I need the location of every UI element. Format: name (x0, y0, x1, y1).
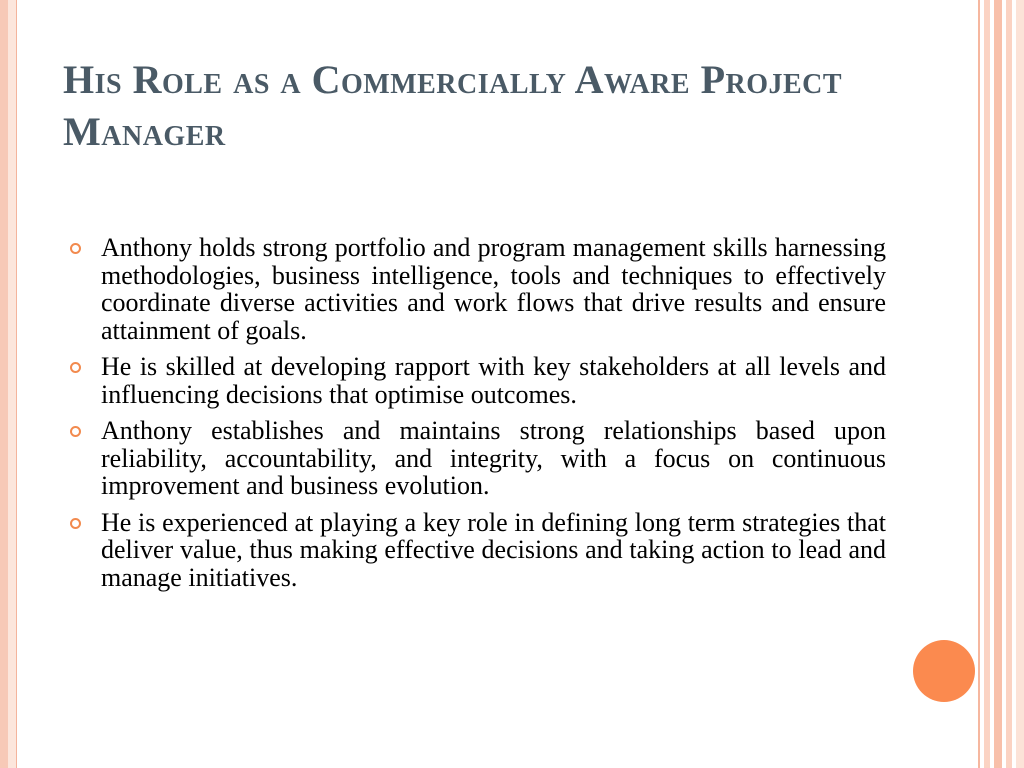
right-stripe (984, 0, 990, 768)
slide-title: His Role as a Commercially Aware Project Manager (63, 57, 843, 154)
bullet-item (70, 509, 886, 592)
bullet-item (70, 417, 886, 500)
bullet-item (70, 353, 886, 408)
right-stripe (1006, 0, 1012, 768)
left-frame-border (0, 0, 8, 768)
right-stripe (978, 0, 980, 768)
right-stripe (1016, 0, 1024, 768)
bullet-item (70, 234, 886, 344)
accent-circle-icon (913, 640, 975, 702)
bullet-text: He is experienced at playing a key role in defining long term strategies that deliver value, thus making effective decisions and taking action to lead and manage initiatives. (101, 507, 886, 592)
hollow-circle-bullet-icon (70, 518, 81, 529)
hollow-circle-bullet-icon (70, 426, 81, 437)
hollow-circle-bullet-icon (70, 362, 81, 373)
bullet-text: He is skilled at developing rapport with key stakeholders at all levels and influencing decisions that optimise outcomes. (101, 352, 886, 409)
bullet-list (70, 234, 886, 600)
bullet-text: Anthony holds strong portfolio and program management skills harnessing methodologies, business intelligence, tools and techniques to effectively coordinate diverse activities and work flows that drive results and ensure attainment of goals. (101, 233, 886, 345)
bullet-text: Anthony establishes and maintains strong relationships based upon reliability, accountability, and integrity, with a focus on continuous improvement and business evolution. (101, 416, 886, 500)
left-frame-line (16, 0, 17, 768)
right-stripe (994, 0, 1002, 768)
left-frame-inner-border (8, 0, 16, 768)
hollow-circle-bullet-icon (70, 243, 81, 254)
